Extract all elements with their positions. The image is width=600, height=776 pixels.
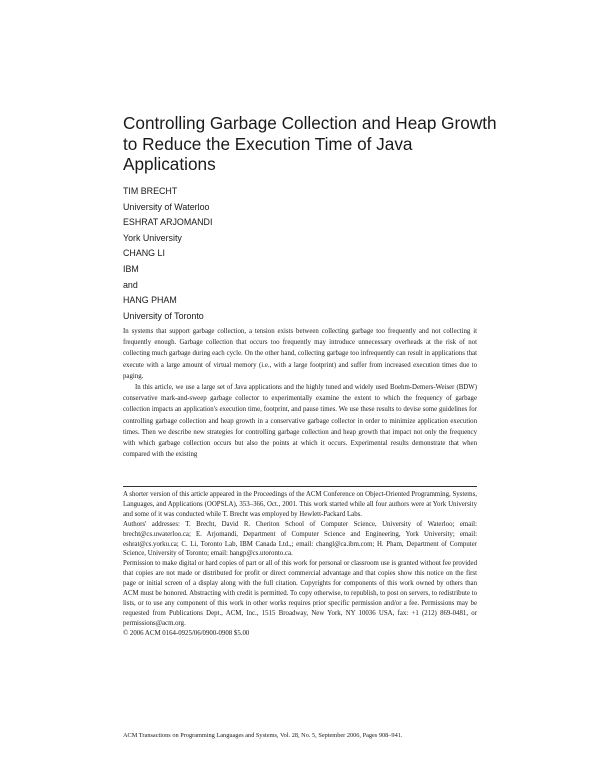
author-name: ESHRAT ARJOMANDI	[123, 217, 213, 228]
author-affiliation: IBM	[123, 263, 139, 274]
paper-title: Controlling Garbage Collection and Heap Growth to Reduce the Execution Time of Java Applications	[123, 113, 497, 175]
author-affiliation: York University	[123, 232, 182, 243]
footnote-addresses: Authors' addresses: T. Brecht, David R. Cheriton School of Computer Science, University of Waterloo; email: brecht@cs.uwaterloo.ca; E. Arjomandi, Department of Computer Science and Engineering, York University; email: eshrat@cs.yorku.ca; C. Li, Toronto Lab, IBM Canada Ltd.,; email: changl@ca.ibm.com; H. Pham, Department of Computer Science, University of Toronto; email: hangp@cs.utoronto.ca.	[123, 520, 477, 558]
author-name: CHANG LI	[123, 248, 165, 259]
footnote-permission: Permission to make digital or hard copies of part or all of this work for personal or classroom use is granted without fee provided that copies are not made or distributed for profit or direct commercial advantage and that copies show this notice on the first page or initial screen of a display along with the full citation. Copyrights for components of this work owned by others than ACM must be honored. Abstracting with credit is permitted. To copy otherwise, to republish, to post on servers, to redistribute to lists, or to use any component of this work in other works requires prior specific permission and/or a fee. Permissions may be requested from Publications Dept., ACM, Inc., 1515 Broadway, New York, NY 10036 USA, fax: +1 (212) 869-0481, or permissions@acm.org.	[123, 560, 477, 627]
author-affiliation: University of Toronto	[123, 310, 204, 321]
author-name: TIM BRECHT	[123, 186, 178, 196]
footnote-shorter-version: A shorter version of this article appeared in the Proceedings of the ACM Conference on Object-Oriented Programming, Systems, Languages, and Applications (OOPSLA), 353–366, Oct., 2001. This work started while all four authors were at York University and some of it was conducted while T. Brecht was employed by Hewlett-Packard Labs.	[123, 491, 477, 518]
footnotes	[123, 490, 477, 639]
author-name: HANG PHAM	[123, 295, 177, 306]
author-conjunction: and	[123, 279, 138, 290]
footnote-divider	[123, 486, 477, 487]
abstract	[123, 326, 477, 460]
abstract-paragraph: In systems that support garbage collection, a tension exists between collecting garbage too frequently and not collecting it frequently enough. Garbage collection that occurs too frequently may introduce unnecessary overheads at the risk of not collecting much garbage during each cycle. On the other hand, collecting garbage too infrequently can result in applications that execute with a large amount of virtual memory (i.e., with a large footprint) and suffer from increased execution times due to paging.	[123, 328, 477, 380]
author-block	[123, 184, 423, 324]
abstract-paragraph: In this article, we use a large set of Java applications and the highly tuned and widely used Boehm-Demers-Weiser (BDW) conservative mark-and-sweep garbage collector to experimentally examine the extent to which the frequency of garbage collection impacts an application's execution time, footprint, and pause times. We use these results to devise some guidelines for controlling garbage collection and heap growth in a conservative garbage collector in order to minimize application execution times. Then we describe new strategies for controlling garbage collection and heap growth that impact not only the frequency with which garbage collection occurs but also the points at which it occurs. Experimental results demonstrate that when compared with the existing	[123, 384, 477, 459]
author-affiliation: University of Waterloo	[123, 201, 210, 212]
footnote-copyright: © 2006 ACM 0164-0925/06/0900-0908 $5.00	[123, 629, 250, 637]
journal-footer: ACM Transactions on Programming Languages and Systems, Vol. 28, No. 5, September 2006, Pages 908–941.	[123, 732, 403, 739]
